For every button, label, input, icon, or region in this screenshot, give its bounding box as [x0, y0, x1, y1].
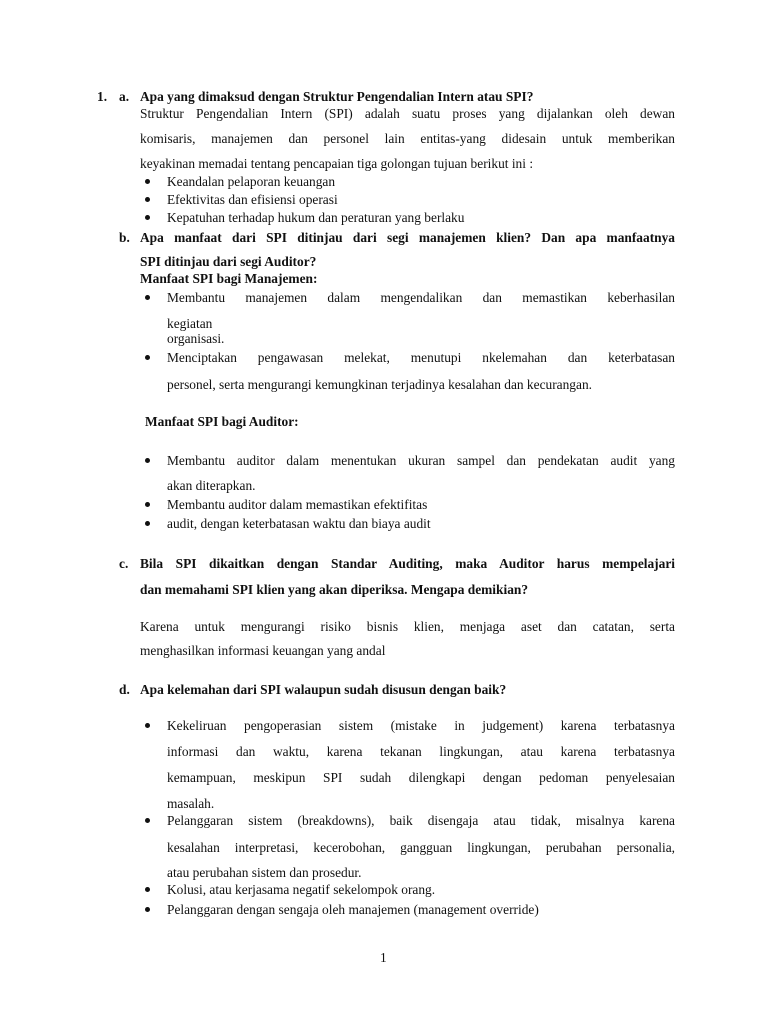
- bullet-icon: [145, 818, 150, 823]
- question-number: 1.: [97, 89, 108, 104]
- bullet-icon: [145, 215, 150, 220]
- list-item: Pelanggaran dengan sengaja oleh manajemen (management override): [167, 902, 539, 917]
- list-item-continuation: masalah.: [167, 796, 215, 811]
- question-d: Apa kelemahan dari SPI walaupun sudah disusun dengan baik?: [140, 682, 507, 697]
- list-item: Menciptakan pengawasan melekat, menutupi nkelemahan dan keterbatasan: [167, 350, 675, 365]
- question-c-line: dan memahami SPI klien yang akan diperiksa. Mengapa demikian?: [140, 582, 529, 597]
- answer-a-line: keyakinan memadai tentang pencapaian tiga golongan tujuan berikut ini :: [140, 156, 534, 171]
- bullet-icon: [145, 355, 150, 360]
- list-item: Kekeliruan pengoperasian sistem (mistake in judgement) karena terbatasnya: [167, 718, 675, 733]
- bullet-icon: [145, 197, 150, 202]
- list-item: Membantu auditor dalam memastikan efektifitas: [167, 497, 428, 512]
- list-item: Pelanggaran sistem (breakdowns), baik disengaja atau tidak, misalnya karena: [167, 813, 675, 828]
- question-b-line: Apa manfaat dari SPI ditinjau dari segi manajemen klien? Dan apa manfaatnya: [140, 230, 675, 245]
- list-item-continuation: kemampuan, meskipun SPI sudah dilengkapi dengan pedoman penyelesaian: [167, 770, 675, 785]
- bullet-icon: [145, 502, 150, 507]
- list-item: Membantu manajemen dalam mengendalikan dan memastikan keberhasilan: [167, 290, 675, 305]
- bullet-icon: [145, 458, 150, 463]
- item-letter-b: b.: [119, 230, 130, 245]
- list-item: Kolusi, atau kerjasama negatif sekelompok orang.: [167, 882, 436, 897]
- bullet-icon: [145, 887, 150, 892]
- list-item-continuation: personel, serta mengurangi kemungkinan terjadinya kesalahan dan kecurangan.: [167, 377, 592, 392]
- list-item: Keandalan pelaporan keuangan: [167, 174, 336, 189]
- list-item-continuation: akan diterapkan.: [167, 478, 256, 493]
- question-a: Apa yang dimaksud dengan Struktur Pengendalian Intern atau SPI?: [140, 89, 534, 104]
- list-item: audit, dengan keterbatasan waktu dan biaya audit: [167, 516, 431, 531]
- bullet-icon: [145, 295, 150, 300]
- list-item: Membantu auditor dalam menentukan ukuran sampel dan pendekatan audit yang: [167, 453, 675, 468]
- management-heading: Manfaat SPI bagi Manajemen:: [140, 271, 318, 286]
- item-letter-d: d.: [119, 682, 130, 697]
- list-item-continuation: kegiatan: [167, 316, 213, 331]
- list-item: Efektivitas dan efisiensi operasi: [167, 192, 338, 207]
- question-c-line: Bila SPI dikaitkan dengan Standar Auditing, maka Auditor harus mempelajari: [140, 556, 675, 571]
- item-letter-a: a.: [119, 89, 130, 104]
- question-b-line: SPI ditinjau dari segi Auditor?: [140, 254, 317, 269]
- list-item-continuation: kesalahan interpretasi, kecerobohan, gangguan lingkungan, perubahan personalia,: [167, 840, 675, 855]
- list-item: Kepatuhan terhadap hukum dan peraturan yang berlaku: [167, 210, 465, 225]
- bullet-icon: [145, 179, 150, 184]
- answer-a-line: Struktur Pengendalian Intern (SPI) adalah suatu proses yang dijalankan oleh dewan: [140, 106, 675, 121]
- bullet-icon: [145, 907, 150, 912]
- answer-c-line: menghasilkan informasi keuangan yang andal: [140, 643, 386, 658]
- bullet-icon: [145, 521, 150, 526]
- page-number: 1: [380, 950, 387, 965]
- list-item-continuation: atau perubahan sistem dan prosedur.: [167, 865, 362, 880]
- answer-a-line: komisaris, manajemen dan personel lain entitas-yang didesain untuk memberikan: [140, 131, 675, 146]
- answer-c-line: Karena untuk mengurangi risiko bisnis klien, menjaga aset dan catatan, serta: [140, 619, 675, 634]
- list-item-continuation: informasi dan waktu, karena tekanan lingkungan, atau karena terbatasnya: [167, 744, 675, 759]
- bullet-icon: [145, 723, 150, 728]
- item-letter-c: c.: [119, 556, 129, 571]
- auditor-heading: Manfaat SPI bagi Auditor:: [145, 414, 299, 429]
- list-item-continuation: organisasi.: [167, 331, 225, 346]
